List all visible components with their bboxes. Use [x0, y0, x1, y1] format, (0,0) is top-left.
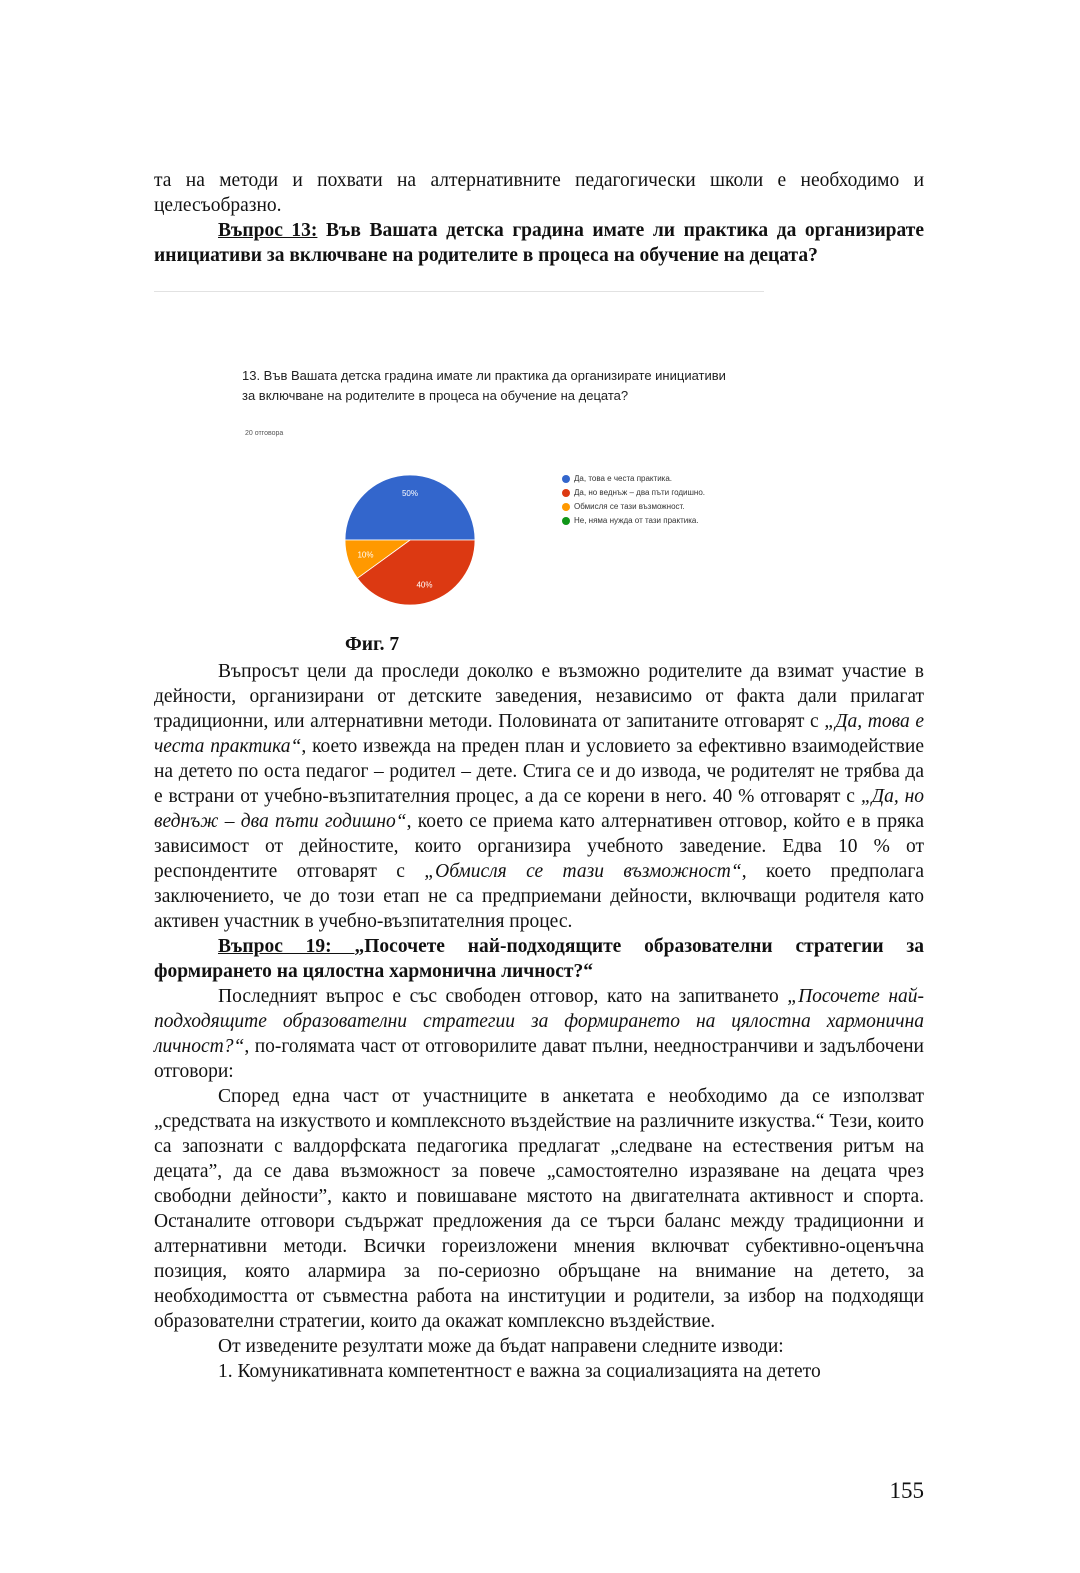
chart-subtitle: 20 отговора — [245, 430, 284, 437]
figure-caption: Фиг. 7 — [345, 634, 400, 655]
pie-slice-0 — [345, 475, 475, 540]
legend-label: Обмисля се тази възможност. — [574, 502, 685, 511]
legend-item-0 — [562, 472, 705, 486]
quote-run: „Обмисля се тази възможност“ — [424, 861, 742, 882]
paragraph-continued: та на методи и похвати на алтернативните педагогически школи е необходимо и целесъобразно. — [154, 170, 924, 216]
text-run: , което извежда на преден план и условието за ефективно взаимодействие на детето по оста педагог – родител – дете. Стига се и до извода, че родителят не трябва да е встрани от учебно-възпитателния процес, а да се корени в него. 40 % отговарят с — [154, 736, 924, 807]
question-19-text: „Посочете най-подходящите образователни стратегии за формирането на цялостна хармонична личност?“ — [154, 936, 924, 982]
legend-dot — [562, 489, 570, 497]
legend-dot — [562, 475, 570, 483]
legend-item-3 — [562, 514, 705, 528]
legend-item-1 — [562, 486, 705, 500]
quote-run: „Да, но веднъж – два пъти годишно“ — [154, 786, 924, 832]
paragraph-4: От изведените резултати може да бъдат направени следните изводи: — [218, 1336, 784, 1357]
chart-title: 13. Във Вашата детска градина имате ли практика да организирате инициативи за включване на родителите в процеса на обучение на децата? — [242, 368, 726, 403]
legend-label: Да, това е честа практика. — [574, 474, 673, 483]
body-text-block — [154, 659, 924, 1384]
legend-item-2 — [562, 500, 705, 514]
legend-dot — [562, 517, 570, 525]
paragraph-5: 1. Комуникативната компетентност е важна за социализацията на детето — [218, 1361, 821, 1382]
separator-line — [154, 291, 764, 292]
paragraph-3: Според една част от участниците в анкетата е необходимо да се използват „средствата на изкуството и комплексното въздействие на различните изкуства.“ Тези, които са запознати с валдорфската педагогика предлагат „следване на естествения ритъм на децата”, да се дава възможност за повече „самостоятелно изразяване на децата чрез свободни дейности”, както и повишаване мястото на двигателната активност и спорта. Останалите отговори съдържат предложения да се търси баланс между традиционни и алтернативни методи. Всички гореизложени мнения включват субективно-оценъчна позиция, която алармира за по-сериозно обръщане на внимание на детето, за необходимостта от съвместна работа на институции и родители, за избор на подходящи образователни стратегии, които да окажат комплексно въздействие. — [154, 1086, 924, 1332]
chart-legend — [562, 472, 705, 528]
text-run: Последният въпрос е със свободен отговор, като на запитването — [218, 986, 788, 1007]
legend-dot — [562, 503, 570, 511]
question-13-text: Във Вашата детска градина имате ли практика да организирате инициативи за включване на родителите в процеса на обучение на децата? — [154, 220, 924, 266]
quote-run: „Да, това е честа практика“ — [154, 711, 924, 757]
quote-run: „Посочете най-подходящите образователни стратегии за формирането на цялостна хармонична личност?“ — [154, 986, 924, 1057]
question-19-label: Въпрос 19: — [218, 936, 355, 957]
pie-slice-label-2: 10% — [357, 550, 374, 560]
text-run: , по-голямата част от отговорилите дават пълни, неедностранчиви и задълбочени отговори: — [154, 1036, 924, 1082]
text-run: Въпросът цели да проследи доколко е възможно родителите да взимат участие в дейности, организирани от детските заведения, независимо от факта дали прилагат традиционни, или алтернативни методи. Половината от запитаните отговарят с — [154, 661, 924, 732]
text-run: , което се приема като алтернативен отговор, който е в пряка зависимост от дейностите, които организира учебното заведение. Едва 10 % от респондентите отговарят с — [154, 811, 924, 882]
question-19 — [154, 934, 924, 984]
legend-label: Да, но веднъж – два пъти годишно. — [574, 488, 706, 497]
paragraph-1 — [154, 659, 924, 934]
pie-chart-figure — [230, 360, 770, 620]
top-text-block — [154, 168, 924, 268]
pie-chart — [340, 470, 480, 610]
question-13 — [154, 218, 924, 268]
paragraph-2 — [154, 984, 924, 1084]
pie-slice-label-0: 50% — [401, 489, 419, 499]
question-13-label: Въпрос 13: — [218, 220, 318, 241]
page-number: 155 — [889, 1478, 924, 1503]
text-run: , което предполага заключението, че до този етап не са предприемани дейности, включващи родителя като активен участник в учебно-възпитателния процес. — [154, 861, 924, 932]
legend-label: Не, няма нужда от тази практика. — [574, 516, 699, 525]
pie-slice-label-1: 40% — [416, 580, 433, 590]
